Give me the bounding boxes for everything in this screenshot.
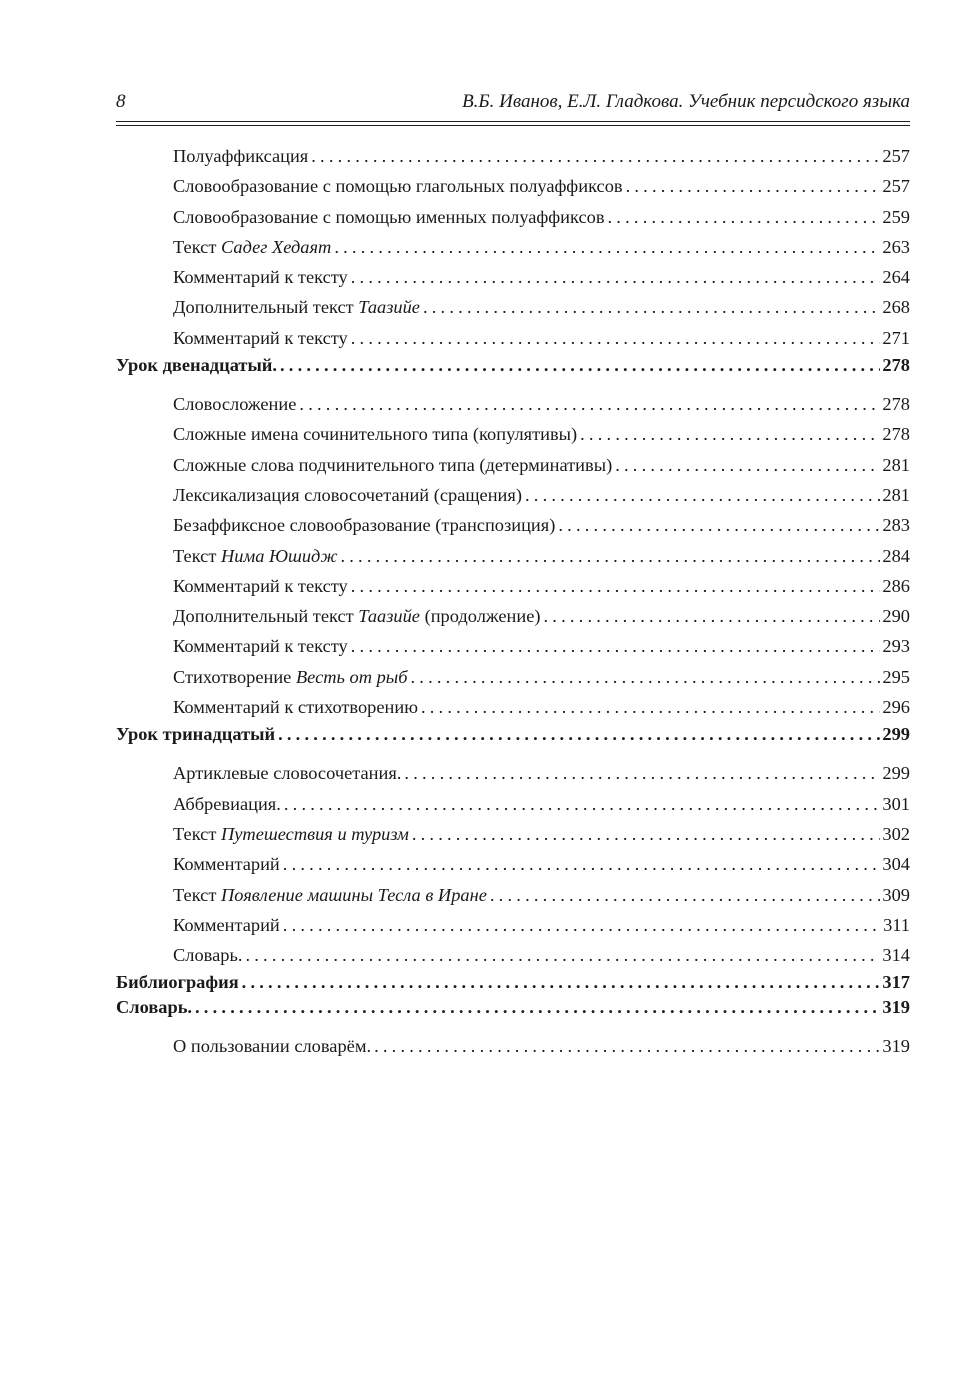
dot-leader xyxy=(340,541,880,571)
dot-leader xyxy=(242,970,881,995)
dot-leader xyxy=(283,849,881,879)
toc-entry-title xyxy=(116,353,277,378)
toc-entry-title xyxy=(173,171,623,201)
toc-page-number: 314 xyxy=(882,945,910,966)
toc-entry-text: Стихотворение xyxy=(173,666,296,687)
toc-entry-title xyxy=(173,662,408,692)
toc-page-number: 299 xyxy=(882,724,910,745)
toc-entry-title xyxy=(173,480,522,510)
dot-leader xyxy=(412,819,881,849)
toc-entry xyxy=(116,419,910,449)
toc-entry-italic-title: Весть от рыб xyxy=(295,666,408,687)
dot-leader xyxy=(404,758,880,788)
toc-entry-text: Словосложение xyxy=(173,394,297,415)
toc-page-number: 319 xyxy=(882,997,910,1018)
toc-entry-text: Аббревиация. xyxy=(173,793,281,814)
toc-entry xyxy=(116,849,910,879)
dot-leader xyxy=(374,1031,880,1061)
toc-entry-title xyxy=(173,631,348,661)
toc-entry-title xyxy=(116,970,239,995)
toc-entry-title xyxy=(173,819,409,849)
toc-page-number: 319 xyxy=(882,1036,910,1057)
toc-page-number: 299 xyxy=(882,763,910,784)
dot-leader xyxy=(580,419,880,449)
toc-entry-italic-title: Появление машины Тесла в Иране xyxy=(220,884,487,905)
toc-page-number: 284 xyxy=(882,545,910,566)
toc-entry xyxy=(116,389,910,419)
toc-entry-title xyxy=(173,323,348,353)
dot-leader xyxy=(195,995,880,1020)
running-title: В.Б. Иванов, Е.Л. Гладкова. Учебник персидского языка xyxy=(462,91,910,112)
toc-page-number: 281 xyxy=(882,454,910,475)
toc-entry-text: Комментарий к тексту xyxy=(173,636,348,657)
dot-leader xyxy=(421,692,880,722)
toc-entry-title xyxy=(173,202,605,232)
dot-leader xyxy=(311,141,880,171)
toc-entry xyxy=(116,571,910,601)
toc-entry-italic-title: Путешествия и туризм xyxy=(220,823,409,844)
toc-page-number: 271 xyxy=(882,327,910,348)
toc-entry-title xyxy=(173,910,280,940)
toc-entry-text: Комментарий к тексту xyxy=(173,575,348,596)
toc-entry-title xyxy=(173,389,296,419)
toc-page-number: 259 xyxy=(882,206,910,227)
toc-page-number: 278 xyxy=(882,394,910,415)
toc-entry xyxy=(116,880,910,910)
dot-leader xyxy=(284,789,881,819)
toc-entry-title xyxy=(173,940,242,970)
toc-entry-title xyxy=(173,141,308,171)
toc-page-number: 281 xyxy=(882,484,910,505)
dot-leader xyxy=(558,510,880,540)
toc-entry xyxy=(116,262,910,292)
toc-entry-text: Лексикализация словосочетаний (сращения) xyxy=(173,484,522,505)
toc-entry-text: Артиклевые словосочетания. xyxy=(173,763,402,784)
dot-leader xyxy=(626,171,881,201)
toc-chapter-entry xyxy=(116,995,910,1020)
toc-page-number: 317 xyxy=(882,972,910,993)
toc-page-number: 278 xyxy=(882,355,910,376)
toc-entry-title xyxy=(173,758,401,788)
header-rule xyxy=(116,121,910,122)
toc-entry-text: Текст xyxy=(173,545,221,566)
dot-leader xyxy=(608,202,881,232)
toc-entry-text: Словообразование с помощью глагольных полуаффиксов xyxy=(173,176,623,197)
dot-leader xyxy=(245,940,880,970)
toc-page-number: 290 xyxy=(882,606,910,627)
toc-page-number: 278 xyxy=(882,424,910,445)
toc-entry-title xyxy=(173,789,281,819)
toc-page-number: 304 xyxy=(882,854,910,875)
toc-entry-text: Сложные слова подчинительного типа (детерминативы) xyxy=(173,454,613,475)
dot-leader xyxy=(299,389,880,419)
toc-entry-text: Словарь. xyxy=(173,945,243,966)
toc-entry-italic-title: Нима Юшидж xyxy=(220,545,338,566)
dot-leader xyxy=(423,292,880,322)
toc-entry-text: Сложные имена сочинительного типа (копулятивы) xyxy=(173,424,578,445)
toc-entry xyxy=(116,662,910,692)
toc-entry-text: Словарь. xyxy=(116,997,193,1018)
toc-entry-italic-title: Таазийе xyxy=(358,297,420,318)
toc-page-number: 302 xyxy=(882,823,910,844)
toc-entry xyxy=(116,232,910,262)
toc-entry-title xyxy=(173,849,280,879)
dot-leader xyxy=(351,323,881,353)
toc-page-number: 293 xyxy=(882,636,910,657)
toc-entry-title xyxy=(173,601,540,631)
toc-entry xyxy=(116,323,910,353)
toc-page-number: 295 xyxy=(882,666,910,687)
toc-entry xyxy=(116,171,910,201)
toc-entry xyxy=(116,1031,910,1061)
toc-entry xyxy=(116,631,910,661)
toc-page-number: 268 xyxy=(882,297,910,318)
toc-entry-title xyxy=(173,292,420,322)
toc-entry xyxy=(116,480,910,510)
toc-entry-text: О пользовании словарём. xyxy=(173,1036,372,1057)
toc-entry-text: Комментарий к стихотворению xyxy=(173,697,418,718)
toc-entry-title xyxy=(173,1031,371,1061)
toc-entry-title xyxy=(173,510,555,540)
toc-entry-title xyxy=(116,995,192,1020)
toc-entry-title xyxy=(173,450,612,480)
toc-entry-text: Урок тринадцатый xyxy=(116,724,276,745)
toc-entry-text: Комментарий к тексту xyxy=(173,267,348,288)
dot-leader xyxy=(351,262,881,292)
toc-entry xyxy=(116,601,910,631)
page-number: 8 xyxy=(116,91,126,112)
toc-entry-text: Дополнительный текст xyxy=(173,297,359,318)
dot-leader xyxy=(351,631,881,661)
toc-entry xyxy=(116,202,910,232)
header-rule-thin xyxy=(116,125,910,126)
toc-page-number: 311 xyxy=(883,914,910,935)
dot-leader xyxy=(280,353,880,378)
toc-entry-title xyxy=(116,722,275,747)
toc-entry-title xyxy=(173,541,337,571)
toc-page-number: 309 xyxy=(882,884,910,905)
toc-entry-title xyxy=(173,232,331,262)
toc-entry-title xyxy=(173,262,348,292)
toc-chapter-entry xyxy=(116,970,910,995)
toc-entry-italic-title: Таазийе xyxy=(358,606,420,627)
toc-entry-text: Текст xyxy=(173,884,221,905)
dot-leader xyxy=(411,662,881,692)
toc-page-number: 264 xyxy=(882,267,910,288)
toc-entry-text: Комментарий xyxy=(173,914,280,935)
toc-chapter-entry xyxy=(116,353,910,378)
toc-entry xyxy=(116,692,910,722)
toc-entry-text: Текст xyxy=(173,823,221,844)
toc-entry xyxy=(116,141,910,171)
toc-entry-title xyxy=(173,692,418,722)
toc-entry xyxy=(116,292,910,322)
dot-leader xyxy=(283,910,881,940)
dot-leader xyxy=(278,722,880,747)
toc-entry xyxy=(116,910,910,940)
toc-entry-text: Комментарий xyxy=(173,854,280,875)
toc-entry-title xyxy=(173,880,487,910)
toc-entry xyxy=(116,510,910,540)
toc-page-number: 283 xyxy=(882,515,910,536)
dot-leader xyxy=(334,232,880,262)
toc-entry xyxy=(116,940,910,970)
toc-entry-title xyxy=(173,419,577,449)
toc-entry-text: Комментарий к тексту xyxy=(173,327,348,348)
toc-page-number: 257 xyxy=(882,146,910,166)
toc-entry-text: Текст xyxy=(173,236,221,257)
toc-page-number: 263 xyxy=(882,236,910,257)
toc-entry-text: Библиография xyxy=(116,972,239,993)
toc-entry xyxy=(116,758,910,788)
toc-entry-text: Урок двенадцатый. xyxy=(116,355,277,376)
toc-entry-text: Полуаффиксация xyxy=(173,146,309,166)
dot-leader xyxy=(615,450,880,480)
dot-leader xyxy=(543,601,880,631)
dot-leader xyxy=(490,880,881,910)
toc-entry-title xyxy=(173,571,348,601)
toc-entry xyxy=(116,541,910,571)
toc-entry xyxy=(116,450,910,480)
toc-entry xyxy=(116,789,910,819)
toc-entry-text: Безаффиксное словообразование (транспозиция) xyxy=(173,515,556,536)
toc-page-number: 257 xyxy=(882,176,910,197)
dot-leader xyxy=(525,480,880,510)
toc-page-number: 301 xyxy=(882,793,910,814)
toc-entry-text: Дополнительный текст xyxy=(173,606,359,627)
table-of-contents xyxy=(116,141,910,1062)
toc-entry-italic-title: Садег Хедаят xyxy=(220,236,332,257)
toc-page-number: 286 xyxy=(882,575,910,596)
toc-page-number: 296 xyxy=(882,697,910,718)
toc-chapter-entry xyxy=(116,722,910,747)
dot-leader xyxy=(351,571,881,601)
toc-entry-text: Словообразование с помощью именных полуаффиксов xyxy=(173,206,605,227)
toc-entry xyxy=(116,819,910,849)
toc-entry-suffix: (продолжение) xyxy=(419,606,541,627)
